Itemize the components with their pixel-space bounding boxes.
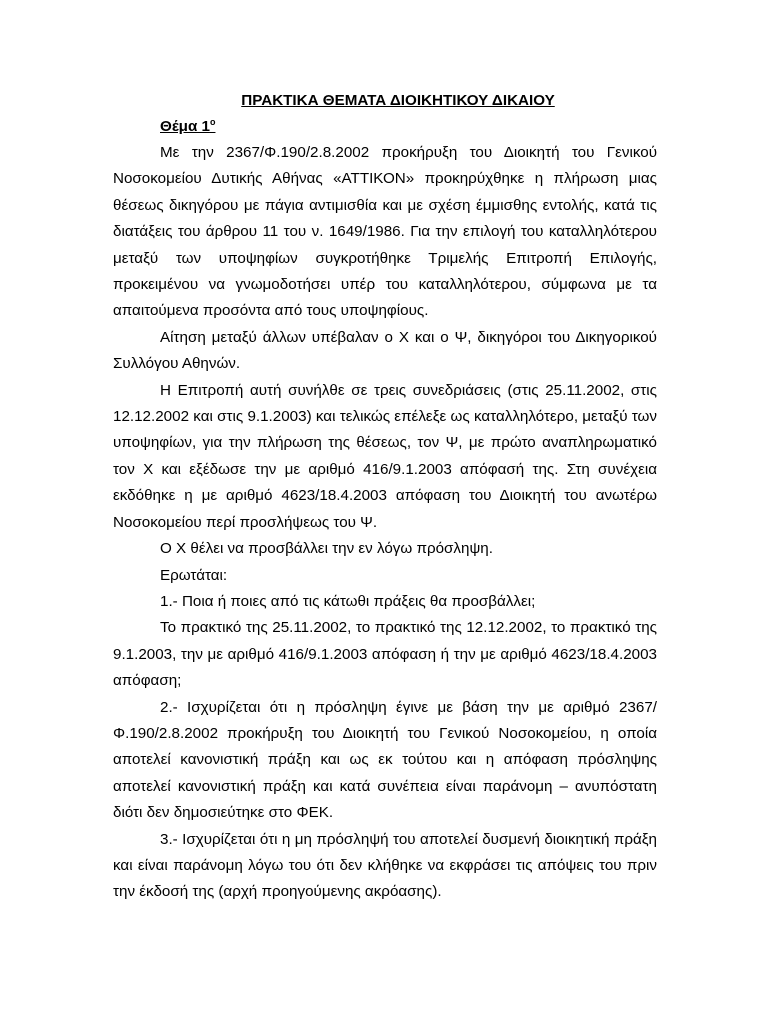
document-title: ΠΡΑΚΤΙΚΑ ΘΕΜΑΤΑ ΔΙΟΙΚΗΤΙΚΟΥ ΔΙΚΑΙΟΥ (241, 92, 555, 109)
subject-label: Θέμα 1 (160, 118, 210, 135)
paragraph-question-2: 2.- Ισχυρίζεται ότι η πρόσληψη έγινε με βάση την με αριθμό 2367/Φ.190/2.8.2002 προκήρυξη του Διοικητή του Γενικού Νοσοκομείου, η οποία αποτελεί κανονιστική πράξη και ως εκ τούτου και η απόφαση πρόσληψης αποτελεί κανονιστική πράξη και κατά συνέπεια είναι παράνομη – ανυπόστατη διότι δεν δημοσιεύτηκε στο ΦΕΚ. (113, 698, 657, 822)
subject-heading (113, 114, 657, 140)
paragraph-question-intro: Ερωτάται: (160, 566, 228, 584)
paragraph-committee: Η Επιτροπή αυτή συνήλθε σε τρεις συνεδριάσεις (στις 25.11.2002, στις 12.12.2002 και στις 9.1.2003) και τελικώς επέλεξε ως καταλληλότερο, μεταξύ των υποψηφίων, για την πλήρωση της θέσεως, τον Ψ, με πρώτο αναπληρωματικό τον Χ και εξέδωσε την με αριθμό 416/9.1.2003 απόφασή της. Στη συνέχεια εκδόθηκε η με αριθμό 4623/18.4.2003 απόφαση του Διοικητή του ανωτέρω Νοσοκομείου περί προσλήψεως του Ψ. (113, 381, 657, 531)
paragraph-question-1-options: Το πρακτικό της 25.11.2002, το πρακτικό της 12.12.2002, το πρακτικό της 9.1.2003, την με αριθμό 416/9.1.2003 απόφαση ή την με αριθμό 4623/18.4.2003 απόφαση; (113, 619, 657, 690)
document-body (113, 88, 657, 906)
subject-superscript: ο (209, 116, 216, 127)
paragraph-applicants: Αίτηση μεταξύ άλλων υπέβαλαν ο Χ και ο Ψ, δικηγόροι του Δικηγορικού Συλλόγου Αθηνών. (113, 328, 657, 373)
paragraph-question-3: 3.- Ισχυρίζεται ότι η μη πρόσληψή του αποτελεί δυσμενή διοικητική πράξη και είναι παράνομη λόγω του ότι δεν κλήθηκε να εκφράσει τις απόψεις του πριν την έκδοσή της (αρχή προηγούμενης ακρόασης). (113, 830, 657, 901)
paragraph-question-1: 1.- Ποια ή ποιες από τις κάτωθι πράξεις θα προσβάλλει; (160, 592, 536, 610)
paragraph-announcement: Με την 2367/Φ.190/2.8.2002 προκήρυξη του Διοικητή του Γενικού Νοσοκομείου Δυτικής Αθήνας «ΑΤΤΙΚΟΝ» προκηρύχθηκε η πλήρωση μιας θέσεως δικηγόρου με πάγια αντιμισθία και με σχέση έμμισθης εντολής, κατά τις διατάξεις του άρθρου 11 του ν. 1649/1986. Για την επιλογή του καταλληλότερου μεταξύ των υποψηφίων συγκροτήθηκε Τριμελής Επιτροπή Επιλογής, προκειμένου να γνωμοδοτήσει υπέρ του καταλληλότερου, σύμφωνα με τα απαιτούμενα προσόντα από τους υποψηφίους. (113, 144, 657, 320)
paragraph-intent: Ο Χ θέλει να προσβάλλει την εν λόγω πρόσληψη. (160, 540, 493, 558)
